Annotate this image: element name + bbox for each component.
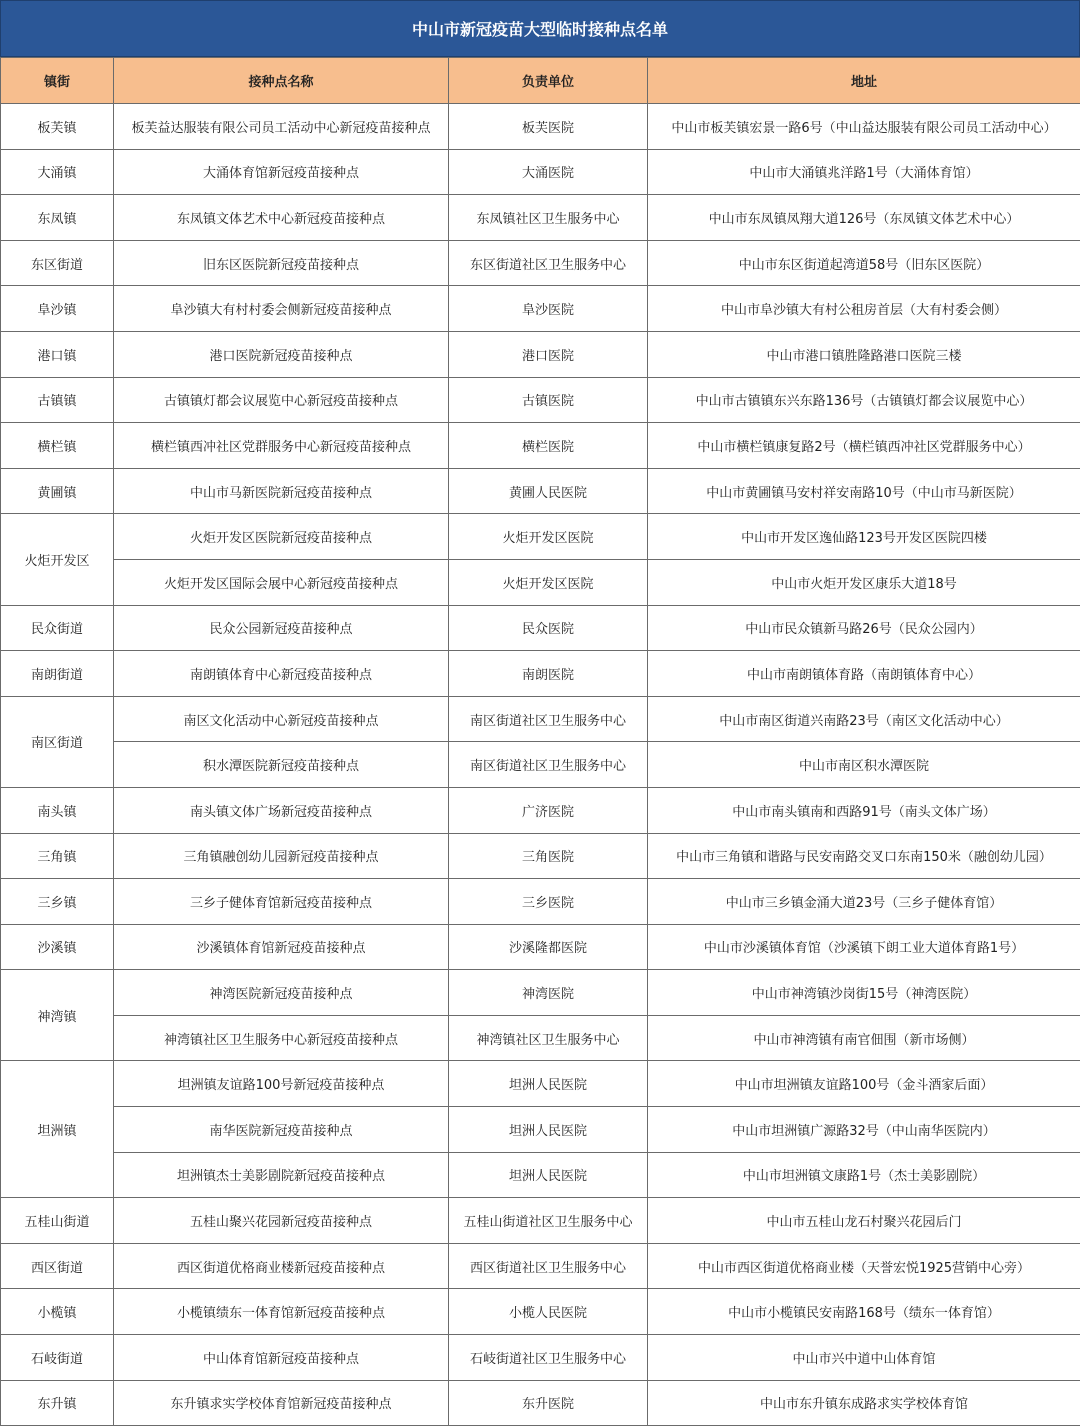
town-cell: 坦洲镇 [1, 1061, 114, 1198]
site-name-cell: 神湾医院新冠疫苗接种点 [114, 970, 449, 1016]
responsible-unit-cell: 黄圃人民医院 [449, 468, 648, 514]
town-cell: 东凤镇 [1, 195, 114, 241]
responsible-unit-cell: 横栏医院 [449, 423, 648, 469]
table-row [1, 240, 1080, 286]
responsible-unit-cell: 东凤镇社区卫生服务中心 [449, 195, 648, 241]
table-row [1, 1380, 1080, 1426]
table-row [1, 1335, 1080, 1381]
town-cell: 小榄镇 [1, 1289, 114, 1335]
town-cell: 五桂山街道 [1, 1198, 114, 1244]
town-cell: 东区街道 [1, 240, 114, 286]
town-cell: 南头镇 [1, 787, 114, 833]
address-cell: 中山市三乡镇金涌大道23号（三乡子健体育馆） [648, 879, 1080, 925]
site-name-cell: 南头镇文体广场新冠疫苗接种点 [114, 787, 449, 833]
responsible-unit-cell: 三乡医院 [449, 879, 648, 925]
responsible-unit-cell: 火炬开发区医院 [449, 559, 648, 605]
table-row [1, 331, 1080, 377]
site-name-cell: 东凤镇文体艺术中心新冠疫苗接种点 [114, 195, 449, 241]
site-name-cell: 五桂山聚兴花园新冠疫苗接种点 [114, 1198, 449, 1244]
table-row [1, 377, 1080, 423]
site-name-cell: 阜沙镇大有村村委会侧新冠疫苗接种点 [114, 286, 449, 332]
site-name-cell: 火炬开发区医院新冠疫苗接种点 [114, 514, 449, 560]
responsible-unit-cell: 东区街道社区卫生服务中心 [449, 240, 648, 286]
town-cell: 三角镇 [1, 833, 114, 879]
address-cell: 中山市港口镇胜隆路港口医院三楼 [648, 331, 1080, 377]
table-row [1, 651, 1080, 697]
table-row [1, 696, 1080, 742]
responsible-unit-cell: 板芙医院 [449, 104, 648, 150]
table-row [1, 149, 1080, 195]
town-cell: 南朗街道 [1, 651, 114, 697]
table-row [1, 559, 1080, 605]
table-row [1, 195, 1080, 241]
responsible-unit-cell: 火炬开发区医院 [449, 514, 648, 560]
address-cell: 中山市南朗镇体育路（南朗镇体育中心） [648, 651, 1080, 697]
address-cell: 中山市火炬开发区康乐大道18号 [648, 559, 1080, 605]
site-name-cell: 中山体育馆新冠疫苗接种点 [114, 1335, 449, 1381]
site-name-cell: 南朗镇体育中心新冠疫苗接种点 [114, 651, 449, 697]
address-cell: 中山市黄圃镇马安村祥安南路10号（中山市马新医院） [648, 468, 1080, 514]
table-row [1, 924, 1080, 970]
town-cell: 横栏镇 [1, 423, 114, 469]
table-row [1, 1243, 1080, 1289]
address-cell: 中山市五桂山龙石村聚兴花园后门 [648, 1198, 1080, 1244]
table-row [1, 1061, 1080, 1107]
responsible-unit-cell: 南区街道社区卫生服务中心 [449, 696, 648, 742]
address-cell: 中山市南区积水潭医院 [648, 742, 1080, 788]
town-cell: 石岐街道 [1, 1335, 114, 1381]
site-name-cell: 坦洲镇杰士美影剧院新冠疫苗接种点 [114, 1152, 449, 1198]
site-name-cell: 民众公园新冠疫苗接种点 [114, 605, 449, 651]
table-row [1, 286, 1080, 332]
town-cell: 火炬开发区 [1, 514, 114, 605]
address-cell: 中山市南区街道兴南路23号（南区文化活动中心） [648, 696, 1080, 742]
table-row [1, 605, 1080, 651]
responsible-unit-cell: 坦洲人民医院 [449, 1107, 648, 1153]
site-name-cell: 旧东区医院新冠疫苗接种点 [114, 240, 449, 286]
site-name-cell: 三乡子健体育馆新冠疫苗接种点 [114, 879, 449, 925]
header-town: 镇街 [1, 58, 114, 104]
address-cell: 中山市西区街道优格商业楼（天誉宏悦1925营销中心旁） [648, 1243, 1080, 1289]
header-row [1, 58, 1080, 104]
table-row [1, 514, 1080, 560]
responsible-unit-cell: 三角医院 [449, 833, 648, 879]
address-cell: 中山市小榄镇民安南路168号（绩东一体育馆） [648, 1289, 1080, 1335]
table-row [1, 1152, 1080, 1198]
responsible-unit-cell: 石岐街道社区卫生服务中心 [449, 1335, 648, 1381]
responsible-unit-cell: 神湾镇社区卫生服务中心 [449, 1015, 648, 1061]
responsible-unit-cell: 港口医院 [449, 331, 648, 377]
site-name-cell: 积水潭医院新冠疫苗接种点 [114, 742, 449, 788]
site-name-cell: 坦洲镇友谊路100号新冠疫苗接种点 [114, 1061, 449, 1107]
responsible-unit-cell: 坦洲人民医院 [449, 1152, 648, 1198]
town-cell: 古镇镇 [1, 377, 114, 423]
responsible-unit-cell: 阜沙医院 [449, 286, 648, 332]
address-cell: 中山市阜沙镇大有村公租房首层（大有村委会侧） [648, 286, 1080, 332]
address-cell: 中山市板芙镇宏景一路6号（中山益达服装有限公司员工活动中心） [648, 104, 1080, 150]
address-cell: 中山市神湾镇有南官佃围（新市场侧） [648, 1015, 1080, 1061]
responsible-unit-cell: 古镇医院 [449, 377, 648, 423]
responsible-unit-cell: 南区街道社区卫生服务中心 [449, 742, 648, 788]
table-row [1, 468, 1080, 514]
site-name-cell: 横栏镇西冲社区党群服务中心新冠疫苗接种点 [114, 423, 449, 469]
town-cell: 南区街道 [1, 696, 114, 787]
site-name-cell: 南华医院新冠疫苗接种点 [114, 1107, 449, 1153]
address-cell: 中山市神湾镇沙岗街15号（神湾医院） [648, 970, 1080, 1016]
table-row [1, 1198, 1080, 1244]
site-name-cell: 南区文化活动中心新冠疫苗接种点 [114, 696, 449, 742]
address-cell: 中山市大涌镇兆洋路1号（大涌体育馆） [648, 149, 1080, 195]
address-cell: 中山市东区街道起湾道58号（旧东区医院） [648, 240, 1080, 286]
address-cell: 中山市沙溪镇体育馆（沙溪镇下朗工业大道体育路1号） [648, 924, 1080, 970]
table-row [1, 104, 1080, 150]
responsible-unit-cell: 南朗医院 [449, 651, 648, 697]
address-cell: 中山市坦洲镇广源路32号（中山南华医院内） [648, 1107, 1080, 1153]
address-cell: 中山市民众镇新马路26号（民众公园内） [648, 605, 1080, 651]
site-name-cell: 火炬开发区国际会展中心新冠疫苗接种点 [114, 559, 449, 605]
address-cell: 中山市横栏镇康复路2号（横栏镇西冲社区党群服务中心） [648, 423, 1080, 469]
responsible-unit-cell: 五桂山街道社区卫生服务中心 [449, 1198, 648, 1244]
town-cell: 神湾镇 [1, 970, 114, 1061]
responsible-unit-cell: 小榄人民医院 [449, 1289, 648, 1335]
address-cell: 中山市开发区逸仙路123号开发区医院四楼 [648, 514, 1080, 560]
town-cell: 西区街道 [1, 1243, 114, 1289]
sites-table [0, 57, 1080, 1426]
town-cell: 民众街道 [1, 605, 114, 651]
address-cell: 中山市坦洲镇文康路1号（杰士美影剧院） [648, 1152, 1080, 1198]
address-cell: 中山市兴中道中山体育馆 [648, 1335, 1080, 1381]
site-name-cell: 港口医院新冠疫苗接种点 [114, 331, 449, 377]
responsible-unit-cell: 东升医院 [449, 1380, 648, 1426]
town-cell: 沙溪镇 [1, 924, 114, 970]
table-header [1, 58, 1080, 104]
site-name-cell: 中山市马新医院新冠疫苗接种点 [114, 468, 449, 514]
table-row [1, 879, 1080, 925]
site-name-cell: 小榄镇绩东一体育馆新冠疫苗接种点 [114, 1289, 449, 1335]
table-body [1, 104, 1080, 1426]
header-address: 地址 [648, 58, 1080, 104]
town-cell: 大涌镇 [1, 149, 114, 195]
table-row [1, 787, 1080, 833]
address-cell: 中山市东升镇东成路求实学校体育馆 [648, 1380, 1080, 1426]
table-row [1, 1015, 1080, 1061]
town-cell: 港口镇 [1, 331, 114, 377]
site-name-cell: 神湾镇社区卫生服务中心新冠疫苗接种点 [114, 1015, 449, 1061]
town-cell: 黄圃镇 [1, 468, 114, 514]
site-name-cell: 大涌体育馆新冠疫苗接种点 [114, 149, 449, 195]
table-row [1, 970, 1080, 1016]
address-cell: 中山市东凤镇凤翔大道126号（东凤镇文体艺术中心） [648, 195, 1080, 241]
responsible-unit-cell: 广济医院 [449, 787, 648, 833]
site-name-cell: 板芙益达服装有限公司员工活动中心新冠疫苗接种点 [114, 104, 449, 150]
table-row [1, 1289, 1080, 1335]
address-cell: 中山市坦洲镇友谊路100号（金斗酒家后面） [648, 1061, 1080, 1107]
site-name-cell: 三角镇融创幼儿园新冠疫苗接种点 [114, 833, 449, 879]
responsible-unit-cell: 神湾医院 [449, 970, 648, 1016]
address-cell: 中山市古镇镇东兴东路136号（古镇镇灯都会议展览中心） [648, 377, 1080, 423]
table-title: 中山市新冠疫苗大型临时接种点名单 [0, 0, 1080, 57]
address-cell: 中山市三角镇和谐路与民安南路交叉口东南150米（融创幼儿园） [648, 833, 1080, 879]
site-name-cell: 古镇镇灯都会议展览中心新冠疫苗接种点 [114, 377, 449, 423]
responsible-unit-cell: 民众医院 [449, 605, 648, 651]
town-cell: 三乡镇 [1, 879, 114, 925]
address-cell: 中山市南头镇南和西路91号（南头文体广场） [648, 787, 1080, 833]
responsible-unit-cell: 大涌医院 [449, 149, 648, 195]
town-cell: 东升镇 [1, 1380, 114, 1426]
responsible-unit-cell: 沙溪隆都医院 [449, 924, 648, 970]
town-cell: 板芙镇 [1, 104, 114, 150]
table-row [1, 423, 1080, 469]
site-name-cell: 西区街道优格商业楼新冠疫苗接种点 [114, 1243, 449, 1289]
table-row [1, 833, 1080, 879]
table-row [1, 742, 1080, 788]
site-name-cell: 沙溪镇体育馆新冠疫苗接种点 [114, 924, 449, 970]
header-responsible-unit: 负责单位 [449, 58, 648, 104]
table-row [1, 1107, 1080, 1153]
site-name-cell: 东升镇求实学校体育馆新冠疫苗接种点 [114, 1380, 449, 1426]
town-cell: 阜沙镇 [1, 286, 114, 332]
responsible-unit-cell: 西区街道社区卫生服务中心 [449, 1243, 648, 1289]
responsible-unit-cell: 坦洲人民医院 [449, 1061, 648, 1107]
header-site-name: 接种点名称 [114, 58, 449, 104]
